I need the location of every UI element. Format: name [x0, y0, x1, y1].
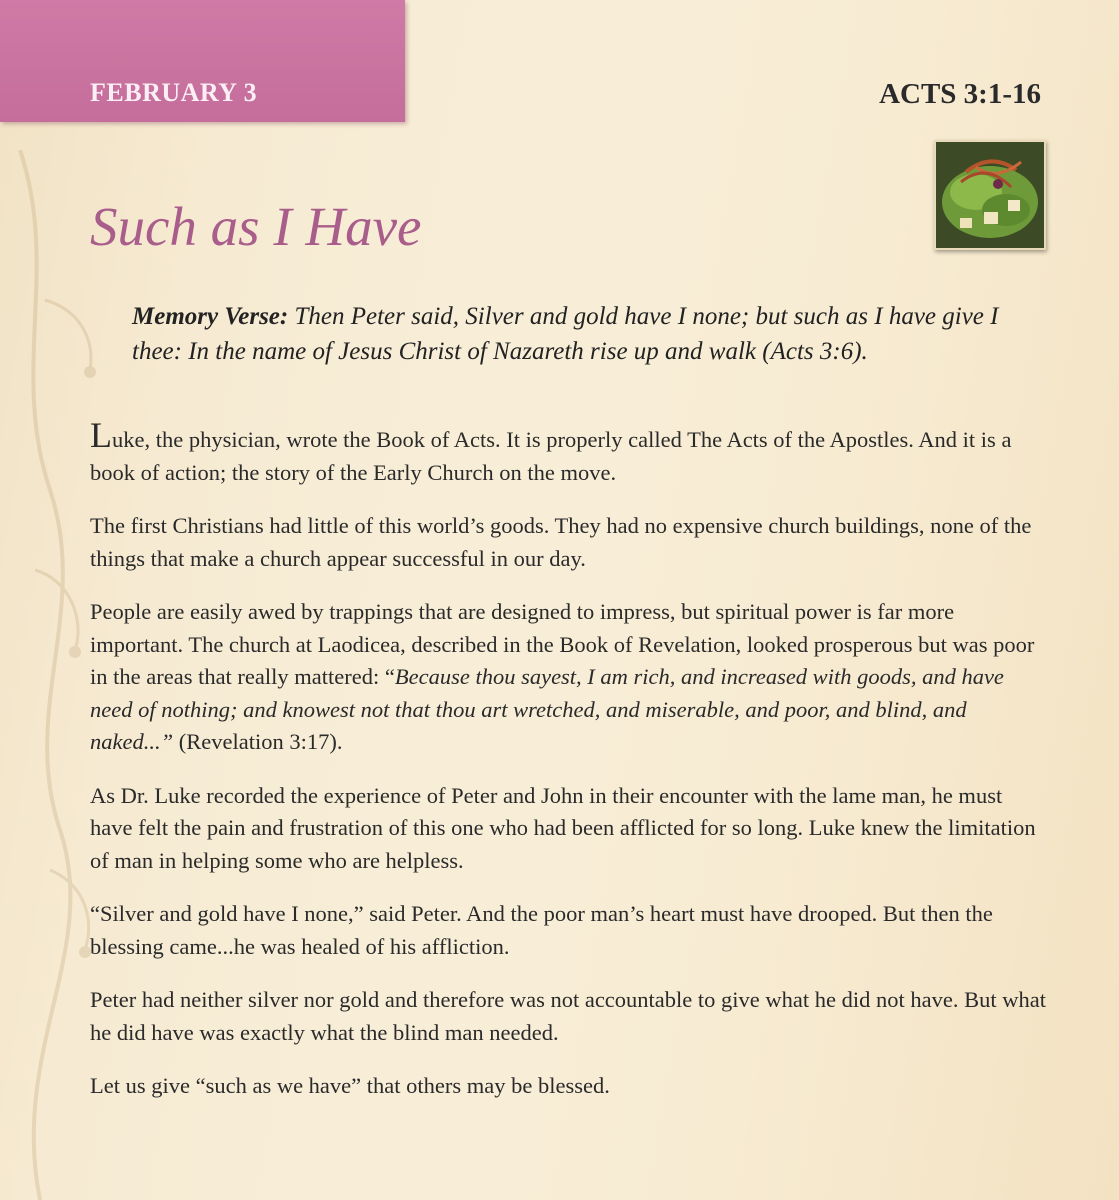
- paragraph-7: Let us give “such as we have” that others may be blessed.: [90, 1073, 610, 1098]
- paragraph-3-citation: (Revelation 3:17).: [173, 729, 343, 754]
- salad-photo: [934, 140, 1046, 250]
- memory-verse: [132, 300, 1012, 369]
- salad-photo-graphic: [936, 142, 1044, 248]
- paragraph-4: As Dr. Luke recorded the experience of Peter and John in their encounter with the lame man, he must have felt the pain and frustration of this one who had been afflicted for so long. Luke knew the limitation of man in helping some who are helpless.: [90, 782, 1036, 873]
- paragraph-1: [90, 415, 1050, 489]
- memory-verse-text: Then Peter said, Silver and gold have I none; but such as I have give I thee: In the name of Jesus Christ of Nazareth rise up and walk (Acts 3:6).: [132, 303, 999, 365]
- memory-verse-label: Memory Verse:: [132, 303, 289, 330]
- drop-cap: L: [90, 415, 112, 455]
- date-tab: [0, 0, 405, 122]
- page-title: Such as I Have: [90, 196, 422, 257]
- paragraph-1-text: uke, the physician, wrote the Book of Acts. It is properly called The Acts of the Apostles. And it is a book of action; the story of the Early Church on the move.: [90, 427, 1012, 485]
- paragraph-3-intro: People are easily awed by trappings that are designed to impress, but spiritual power is far more important. The church at Laodicea, described in the Book of Revelation, looked prosperous but was poor in the areas that really mattered: “: [90, 599, 1035, 689]
- paragraph-2: The first Christians had little of this world’s goods. They had no expensive church buildings, none of the things that make a church appear successful in our day.: [90, 513, 1032, 571]
- revelation-quote: Because thou sayest, I am rich, and increased with goods, and have need of nothing; and knowest not that thou art wretched, and miserable, and poor, and blind, and naked...”: [90, 664, 1004, 754]
- paragraph-3: [90, 596, 1050, 759]
- paragraph-5: “Silver and gold have I none,” said Peter. And the poor man’s heart must have drooped. But then the blessing came...he was healed of his affliction.: [90, 901, 993, 959]
- date-label: FEBRUARY 3: [90, 78, 258, 107]
- devotional-body: [90, 415, 1050, 1124]
- scripture-reference: ACTS 3:1-16: [879, 78, 1041, 110]
- paragraph-6: Peter had neither silver nor gold and therefore was not accountable to give what he did not have. But what he did have was exactly what the blind man needed.: [90, 987, 1046, 1045]
